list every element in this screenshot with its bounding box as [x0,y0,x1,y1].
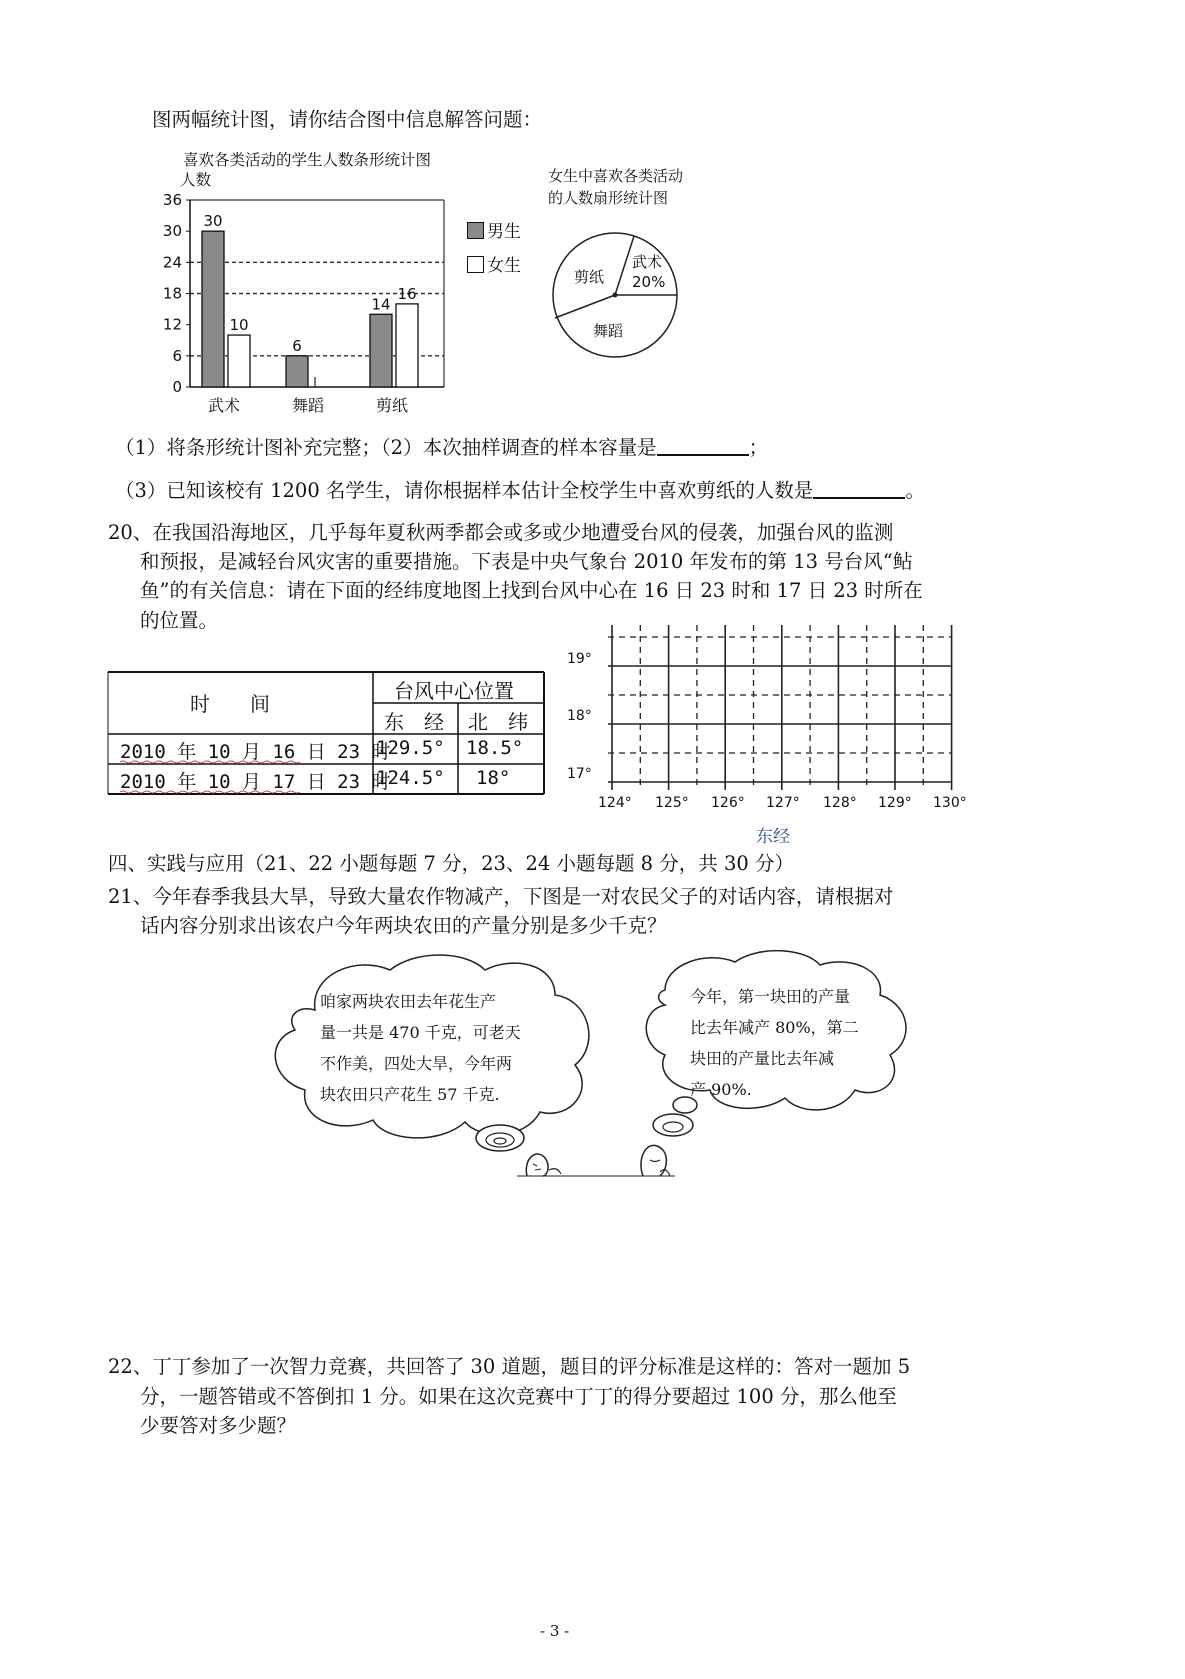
pie-label-jianzhi: 剪纸 [574,268,605,286]
grid-lon-label-130: 130° [933,795,967,811]
grid-lon-label-125: 125° [655,795,689,811]
left-cloud-text [320,986,521,1110]
q21-line-1: 21、今年春季我县大旱，导致大量农作物减产，下图是一对农民父子的对话内容，请根据对 [108,885,894,908]
left-cloud-line-1: 咱家两块农田去年花生产 [320,992,497,1011]
table-row-1-lat: 18.5° [466,737,524,759]
pie-label-wushu-name: 武术 [632,253,663,271]
y-tick-label-36: 36 [162,191,182,209]
y-tick-label-30: 30 [162,222,182,241]
left-cloud-line-4: 块农田只产花生 57 千克. [320,1085,500,1104]
bar-chart-ylabel: 人数 [180,171,212,189]
page-number: - 3 - [540,1622,570,1640]
right-cloud-text [690,981,859,1105]
bar-chart [160,185,460,420]
son-figure [641,1145,666,1176]
intro-line: 图两幅统计图，请你结合图中信息解答问题： [152,108,543,131]
bar-male-剪纸 [370,314,392,387]
table-row-2-lon: 124.5° [376,767,445,789]
bar-label-male-武术: 30 [203,212,223,231]
left-cloud-line-3: 不作美，四处大旱，今年两 [320,1054,513,1073]
x-tick-label-武术: 武术 [207,396,241,415]
q19-part12-end: ； [748,436,769,459]
right-cloud-line-2: 比去年减产 80%，第二 [690,1018,859,1037]
legend-label-male: 男生 [487,222,521,242]
table-header-lon: 东 经 [384,710,444,734]
bar-label-female-武术: 10 [229,316,249,335]
section-4-heading: 四、实践与应用（21、22 小题每题 7 分，23、24 小题每题 8 分，共 30 分） [108,852,794,875]
bar-label-male-剪纸: 14 [371,295,391,314]
pie-chart-title [548,165,683,209]
q22-line-3: 少要答对多少题？ [140,1414,297,1437]
grid-axis-label: 东经 [756,827,790,847]
q19-answer-blank-1[interactable] [657,432,749,456]
bar-male-舞蹈 [286,356,308,387]
grid-lon-label-129: 129° [878,795,912,811]
right-cloud-line-3: 块田的产量比去年减 [690,1049,835,1068]
legend-label-female: 女生 [487,256,521,276]
table-row-2-time: 2010 年 10 月 17 日 23 时 [120,771,391,793]
father-figure [526,1154,548,1176]
q22-line-2: 分，一题答错或不答倒扣 1 分。如果在这次竞赛中丁丁的得分要超过 100 分，那么他至 [140,1385,897,1408]
pie-center-dot [613,293,618,298]
q21-line-2: 话内容分别求出该农户今年两块农田的产量分别是多少千克？ [140,914,667,937]
grid-lat-label-18: 18° [567,708,592,724]
q22-line-1: 22、丁丁参加了一次智力竞赛，共回答了 30 道题，题目的评分标准是这样的：答对一题加 5 [108,1355,911,1378]
pie-chart [540,215,690,365]
pie-label-wushu-pct: 20% [632,273,666,291]
y-tick-label-0: 0 [172,378,182,396]
grid-lon-label-126: 126° [711,795,745,811]
bar-chart-title: 喜欢各类活动的学生人数条形统计图 [183,151,432,169]
right-cloud-line-4: 产 90%. [690,1080,752,1099]
bar-label-female-剪纸: 16 [397,284,417,303]
q19-answer-blank-2[interactable] [813,475,905,499]
table-header-time: 时 间 [190,692,270,716]
q19-part12 [115,432,768,464]
q19-part12-text: （1）将条形统计图补充完整；（2）本次抽样调查的样本容量是 [115,436,657,459]
pie-label-wudao: 舞蹈 [593,322,624,340]
q20-line-2: 和预报，是减轻台风灾害的重要措施。下表是中央气象台 2010 年发布的第 13 号台风“鲇 [140,550,913,573]
grid-lon-label-127: 127° [766,795,800,811]
q20-line-3: 鱼”的有关信息：请在下面的经纬度地图上找到台风中心在 16 日 23 时和 17 日 23 时所在 [140,579,923,602]
bar-female-武术 [228,335,250,387]
y-tick-label-24: 24 [162,253,182,272]
bar-female-剪纸 [396,304,418,387]
pie-title-line1: 女生中喜欢各类活动 [548,167,684,185]
table-row-2-lat: 18° [476,767,511,789]
table-header-lat: 北 纬 [468,710,528,734]
y-tick-label-18: 18 [162,284,182,303]
lat-lon-grid [560,625,960,820]
pie-label-wushu [632,252,665,292]
q19-part3-text: （3）已知该校有 1200 名学生，请你根据样本估计全校学生中喜欢剪纸的人数是 [115,479,814,502]
legend-swatch-female [467,256,484,273]
table-row-1-lon: 129.5° [376,737,445,759]
q19-part3-end: 。 [905,479,925,502]
table-wavy-underlines [120,760,360,796]
q19-part3 [115,475,925,507]
bar-label-male-舞蹈: 6 [292,336,302,355]
y-tick-label-6: 6 [172,346,182,365]
table-header-position: 台风中心位置 [394,679,514,703]
y-tick-label-12: 12 [162,315,182,334]
grid-lon-label-128: 128° [823,795,857,811]
grid-lat-label-17: 17° [567,766,592,782]
pie-title-line2: 的人数扇形统计图 [548,189,669,207]
table-row-1-time: 2010 年 10 月 16 日 23 时 [120,741,391,763]
grid-lat-label-19: 19° [567,651,592,667]
right-cloud-line-1: 今年，第一块田的产量 [690,987,851,1006]
grid-lon-label-124: 124° [598,795,632,811]
bar-male-武术 [202,231,224,387]
q20-line-4: 的位置。 [140,609,219,632]
x-tick-label-舞蹈: 舞蹈 [291,396,325,415]
q20-line-1: 20、在我国沿海地区，几乎每年夏秋两季都会或多或少地遭受台风的侵袭，加强台风的监测 [108,521,894,544]
left-cloud-line-2: 量一共是 470 千克，可老天 [320,1023,521,1042]
legend-swatch-male [467,222,484,239]
x-tick-label-剪纸: 剪纸 [375,396,409,415]
